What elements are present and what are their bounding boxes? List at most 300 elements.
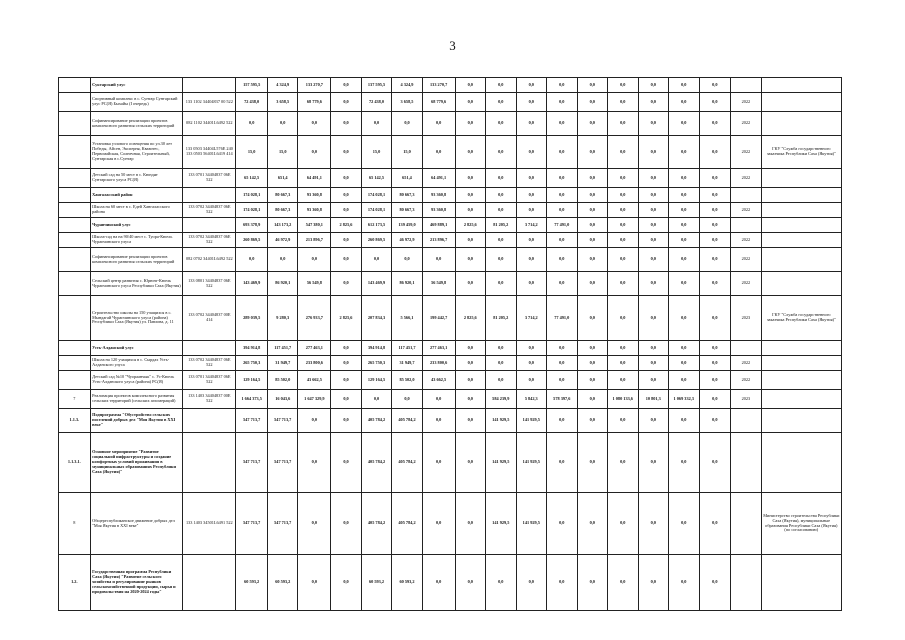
budget-code-cell: 133 0702 34404837 06Е 522 <box>183 203 236 218</box>
amount-cell: 16 043,6 <box>267 390 298 409</box>
amount-cell: 0,0 <box>516 93 547 112</box>
amount-cell: 3 658,5 <box>392 93 423 112</box>
amount-cell: 0,0 <box>392 112 423 136</box>
amount-cell: 31 949,7 <box>392 356 423 371</box>
amount-cell: 265 750,3 <box>236 356 268 371</box>
amount-cell: 0,0 <box>516 112 547 136</box>
organization-cell <box>761 169 841 188</box>
organization-cell <box>761 93 841 112</box>
amount-cell: 0,0 <box>577 93 608 112</box>
amount-cell: 0,0 <box>455 248 486 272</box>
organization-cell <box>761 248 841 272</box>
amount-cell: 0,0 <box>331 390 362 409</box>
amount-cell: 174 028,1 <box>361 188 392 203</box>
amount-cell: 65 142,5 <box>236 169 268 188</box>
organization-cell: Министерство строительства Республики Саха (Якутия), муниципальные образования Республики Саха (Якутия) (по согласованию) <box>761 493 841 555</box>
page-number: 3 <box>449 38 456 53</box>
amount-cell: 0,0 <box>392 248 423 272</box>
amount-cell: 0,0 <box>455 272 486 296</box>
amount-cell: 0,0 <box>638 555 669 611</box>
year-cell: 2022 <box>731 169 762 188</box>
amount-cell: 86 920,1 <box>267 272 298 296</box>
amount-cell: 0,0 <box>638 272 669 296</box>
amount-cell: 15,0 <box>361 136 392 169</box>
object-name-cell: Общереспубликанское движение добрых дел "Моя Якутия в XXI веке" <box>90 493 183 555</box>
amount-cell: 157 595,5 <box>236 78 268 93</box>
object-name-cell: Софинансирование реализации проектов комплексного развития сельских территорий <box>90 112 183 136</box>
object-name-cell: Детский сад на 50 мест в с. Кюндяе Сунтарского улуса РС(Я) <box>90 169 183 188</box>
amount-cell: 547 713,7 <box>267 409 298 433</box>
amount-cell: 0,0 <box>577 409 608 433</box>
amount-cell: 213 896,7 <box>298 233 331 248</box>
row-number-cell <box>59 272 91 296</box>
amount-cell: 141 929,5 <box>486 493 517 555</box>
amount-cell: 0,0 <box>669 112 700 136</box>
amount-cell: 0,0 <box>298 409 331 433</box>
amount-cell: 31 949,7 <box>267 356 298 371</box>
amount-cell: 0,0 <box>669 218 700 233</box>
amount-cell: 0,0 <box>361 390 392 409</box>
amount-cell: 0,0 <box>455 169 486 188</box>
amount-cell: 0,0 <box>516 272 547 296</box>
budget-code-cell: 133 1102 34404837 00 522 <box>183 93 236 112</box>
amount-cell: 0,0 <box>298 136 331 169</box>
amount-cell: 0,0 <box>669 493 700 555</box>
amount-cell: 174 028,1 <box>236 188 268 203</box>
table-row <box>59 203 842 218</box>
amount-cell: 0,0 <box>669 248 700 272</box>
amount-cell: 0,0 <box>331 169 362 188</box>
year-cell: 2022 <box>731 233 762 248</box>
organization-cell <box>761 203 841 218</box>
amount-cell: 143 469,9 <box>361 272 392 296</box>
amount-cell: 0,0 <box>486 341 517 356</box>
amount-cell: 129 164,5 <box>361 371 392 390</box>
amount-cell: 0,0 <box>608 341 639 356</box>
object-name-cell: Чурапчинский улус <box>90 218 183 233</box>
organization-cell: ГКУ "Служба государственного заказчика Республики Саха (Якутия)" <box>761 296 841 341</box>
object-name-cell: Реализация проектов комплексного развития сельских территорий (сельских агломераций) <box>90 390 183 409</box>
amount-cell: 0,0 <box>267 112 298 136</box>
amount-cell: 141 929,5 <box>516 493 547 555</box>
table-row <box>59 233 842 248</box>
amount-cell: 81 205,2 <box>486 296 517 341</box>
amount-cell: 0,0 <box>516 78 547 93</box>
amount-cell: 93 360,8 <box>422 188 455 203</box>
amount-cell: 0,0 <box>577 78 608 93</box>
amount-cell: 0,0 <box>577 136 608 169</box>
budget-code-cell <box>183 188 236 203</box>
budget-code-cell <box>183 78 236 93</box>
amount-cell: 0,0 <box>699 169 731 188</box>
row-number-cell <box>59 218 91 233</box>
amount-cell: 213 896,7 <box>422 233 455 248</box>
amount-cell: 0,0 <box>577 493 608 555</box>
amount-cell: 0,0 <box>298 248 331 272</box>
amount-cell: 0,0 <box>455 203 486 218</box>
year-cell: 2022 <box>731 248 762 272</box>
amount-cell: 405 784,2 <box>361 433 392 493</box>
amount-cell: 0,0 <box>331 93 362 112</box>
amount-cell: 0,0 <box>547 93 578 112</box>
amount-cell: 0,0 <box>331 112 362 136</box>
budget-code-cell: 133 0801 34404837 06Е 522 <box>183 272 236 296</box>
amount-cell: 141 929,5 <box>516 433 547 493</box>
amount-cell: 0,0 <box>486 136 517 169</box>
amount-cell: 0,0 <box>516 203 547 218</box>
object-name-cell: Государственная программа Республики Саха (Якутия) "Развитие сельского хозяйства и регулирование рынков сельскохозяйственной продукции, сырья и продовольствия на 2020-2024 годы" <box>90 555 183 611</box>
amount-cell: 2 825,6 <box>455 218 486 233</box>
amount-cell: 0,0 <box>669 356 700 371</box>
amount-cell: 0,0 <box>455 493 486 555</box>
amount-cell: 4 324,9 <box>267 78 298 93</box>
amount-cell: 0,0 <box>577 390 608 409</box>
amount-cell: 0,0 <box>422 248 455 272</box>
amount-cell: 0,0 <box>331 493 362 555</box>
amount-cell: 0,0 <box>547 248 578 272</box>
amount-cell: 0,0 <box>638 433 669 493</box>
budget-code-cell: 133 0701 34404837 06Е 522 <box>183 169 236 188</box>
amount-cell: 0,0 <box>331 433 362 493</box>
amount-cell: 0,0 <box>516 136 547 169</box>
amount-cell: 651,4 <box>392 169 423 188</box>
amount-cell: 141 929,5 <box>486 433 517 493</box>
amount-cell: 0,0 <box>455 93 486 112</box>
amount-cell: 0,0 <box>669 371 700 390</box>
amount-cell: 0,0 <box>331 233 362 248</box>
amount-cell: 469 889,1 <box>422 218 455 233</box>
amount-cell: 0,0 <box>422 409 455 433</box>
amount-cell: 143 469,9 <box>236 272 268 296</box>
amount-cell: 0,0 <box>486 356 517 371</box>
row-number-cell <box>59 112 91 136</box>
amount-cell: 0,0 <box>699 433 731 493</box>
amount-cell: 0,0 <box>455 390 486 409</box>
amount-cell: 0,0 <box>486 203 517 218</box>
amount-cell: 1 647 329,9 <box>298 390 331 409</box>
amount-cell: 0,0 <box>331 203 362 218</box>
table-row <box>59 433 842 493</box>
amount-cell: 0,0 <box>516 341 547 356</box>
amount-cell: 0,0 <box>516 371 547 390</box>
amount-cell: 0,0 <box>516 356 547 371</box>
amount-cell: 0,0 <box>547 78 578 93</box>
amount-cell: 0,0 <box>577 356 608 371</box>
amount-cell: 0,0 <box>331 371 362 390</box>
amount-cell: 2 825,6 <box>331 218 362 233</box>
amount-cell: 0,0 <box>361 248 392 272</box>
amount-cell: 0,0 <box>669 296 700 341</box>
budget-code-cell: 133 1403 34501L6491 522 <box>183 493 236 555</box>
object-name-cell: Школа на 60 мест в с. Едей Хангаласского района <box>90 203 183 218</box>
object-name-cell: Спортивный комплекс в с. Сунтар Сунтарский улус РС(Я) Быхайы (I очередь) <box>90 93 183 112</box>
amount-cell: 547 713,7 <box>236 409 268 433</box>
amount-cell: 0,0 <box>577 218 608 233</box>
amount-cell: 0,0 <box>608 112 639 136</box>
amount-cell: 0,0 <box>455 371 486 390</box>
amount-cell: 0,0 <box>699 233 731 248</box>
amount-cell: 56 549,8 <box>298 272 331 296</box>
amount-cell: 0,0 <box>577 188 608 203</box>
amount-cell: 0,0 <box>577 233 608 248</box>
table-row <box>59 272 842 296</box>
table-row <box>59 136 842 169</box>
amount-cell: 0,0 <box>608 136 639 169</box>
amount-cell: 86 920,1 <box>392 272 423 296</box>
amount-cell: 93 360,8 <box>422 203 455 218</box>
amount-cell: 0,0 <box>638 93 669 112</box>
organization-cell <box>761 433 841 493</box>
amount-cell: 0,0 <box>486 188 517 203</box>
amount-cell: 0,0 <box>577 112 608 136</box>
amount-cell: 277 463,1 <box>298 341 331 356</box>
amount-cell: 3 714,2 <box>516 296 547 341</box>
amount-cell: 0,0 <box>486 93 517 112</box>
row-number-cell <box>59 371 91 390</box>
amount-cell: 60 593,2 <box>361 555 392 611</box>
row-number-cell <box>59 169 91 188</box>
amount-cell: 0,0 <box>547 555 578 611</box>
amount-cell: 0,0 <box>455 78 486 93</box>
amount-cell: 0,0 <box>298 433 331 493</box>
amount-cell: 85 502,0 <box>267 371 298 390</box>
amount-cell: 0,0 <box>638 493 669 555</box>
amount-cell: 143 173,2 <box>267 218 298 233</box>
amount-cell: 68 779,6 <box>422 93 455 112</box>
table-row <box>59 93 842 112</box>
amount-cell: 0,0 <box>608 409 639 433</box>
budget-code-cell: 082 1102 34401L6492 522 <box>183 112 236 136</box>
amount-cell: 0,0 <box>608 296 639 341</box>
amount-cell: 141 929,5 <box>516 409 547 433</box>
amount-cell: 584 239,9 <box>486 390 517 409</box>
amount-cell: 547 380,1 <box>298 218 331 233</box>
amount-cell: 0,0 <box>608 93 639 112</box>
amount-cell: 0,0 <box>638 218 669 233</box>
amount-cell: 0,0 <box>486 112 517 136</box>
amount-cell: 117 451,7 <box>267 341 298 356</box>
organization-cell <box>761 218 841 233</box>
year-cell: 2022 <box>731 93 762 112</box>
table-row <box>59 409 842 433</box>
amount-cell: 0,0 <box>455 188 486 203</box>
amount-cell: 64 491,1 <box>298 169 331 188</box>
table-row <box>59 390 842 409</box>
object-name-cell: Усть-Алданский улус <box>90 341 183 356</box>
amount-cell: 0,0 <box>331 356 362 371</box>
amount-cell: 0,0 <box>516 248 547 272</box>
amount-cell: 0,0 <box>699 248 731 272</box>
amount-cell: 0,0 <box>516 169 547 188</box>
table-row <box>59 78 842 93</box>
amount-cell: 0,0 <box>638 371 669 390</box>
amount-cell: 289 039,5 <box>236 296 268 341</box>
object-name-cell: Сельский центр развития с. Юрюнг-Кюель Чурапчинского улуса Республики Саха (Якутия) <box>90 272 183 296</box>
amount-cell: 0,0 <box>699 371 731 390</box>
amount-cell: 0,0 <box>331 136 362 169</box>
object-name-cell: Школа на 120 учащихся в с. Сырдах Усть-Алданского улуса <box>90 356 183 371</box>
budget-code-cell: 133 0702 34404837 06Е 522 <box>183 233 236 248</box>
amount-cell: 233 800,6 <box>422 356 455 371</box>
amount-cell: 80 667,3 <box>267 203 298 218</box>
table-row <box>59 296 842 341</box>
amount-cell: 139 459,0 <box>392 218 423 233</box>
amount-cell: 0,0 <box>455 409 486 433</box>
amount-cell: 0,0 <box>422 493 455 555</box>
amount-cell: 85 502,0 <box>392 371 423 390</box>
amount-cell: 60 593,2 <box>392 555 423 611</box>
amount-cell: 0,0 <box>331 341 362 356</box>
amount-cell: 0,0 <box>669 203 700 218</box>
organization-cell <box>761 371 841 390</box>
organization-cell <box>761 555 841 611</box>
amount-cell: 0,0 <box>547 341 578 356</box>
amount-cell: 9 280,3 <box>267 296 298 341</box>
amount-cell: 133 270,7 <box>298 78 331 93</box>
amount-cell: 80 667,3 <box>392 203 423 218</box>
row-number-cell <box>59 248 91 272</box>
amount-cell: 0,0 <box>455 341 486 356</box>
amount-cell: 0,0 <box>577 433 608 493</box>
amount-cell: 0,0 <box>422 112 455 136</box>
organization-cell <box>761 341 841 356</box>
amount-cell: 0,0 <box>577 248 608 272</box>
amount-cell: 0,0 <box>577 371 608 390</box>
budget-code-cell <box>183 555 236 611</box>
amount-cell: 0,0 <box>455 112 486 136</box>
row-number-cell: 8 <box>59 493 91 555</box>
amount-cell: 0,0 <box>267 248 298 272</box>
organization-cell <box>761 409 841 433</box>
amount-cell: 265 750,3 <box>361 356 392 371</box>
amount-cell: 276 933,7 <box>298 296 331 341</box>
amount-cell: 0,0 <box>577 341 608 356</box>
amount-cell: 137 595,5 <box>361 78 392 93</box>
year-cell: 2022 <box>731 203 762 218</box>
year-cell: 2022 <box>731 356 762 371</box>
table-row <box>59 356 842 371</box>
object-name-cell: Детский сад №10 "Чуораанчык" с. Ус-Кюель Усть-Алданского улуса (района) РС(Я) <box>90 371 183 390</box>
year-cell <box>731 555 762 611</box>
budget-code-cell <box>183 409 236 433</box>
amount-cell: 0,0 <box>699 409 731 433</box>
amount-cell: 260 869,5 <box>236 233 268 248</box>
amount-cell: 394 914,8 <box>236 341 268 356</box>
amount-cell: 0,0 <box>455 433 486 493</box>
amount-cell: 405 784,2 <box>392 409 423 433</box>
row-number-cell <box>59 233 91 248</box>
amount-cell: 0,0 <box>699 356 731 371</box>
object-name-cell: Хангаласский район <box>90 188 183 203</box>
amount-cell: 0,0 <box>608 555 639 611</box>
amount-cell: 0,0 <box>422 433 455 493</box>
object-name-cell: Подпрограмма "Обустройство сельских поселений добрых дел "Моя Якутия в XXI веке" <box>90 409 183 433</box>
amount-cell: 0,0 <box>699 188 731 203</box>
amount-cell: 5 842,3 <box>516 390 547 409</box>
amount-cell: 260 869,5 <box>361 233 392 248</box>
amount-cell: 0,0 <box>699 555 731 611</box>
table-row <box>59 188 842 203</box>
row-number-cell <box>59 136 91 169</box>
amount-cell: 3 714,2 <box>516 218 547 233</box>
amount-cell: 2 825,6 <box>455 296 486 341</box>
amount-cell: 15,0 <box>236 136 268 169</box>
amount-cell: 1 069 332,3 <box>669 390 700 409</box>
amount-cell: 0,0 <box>638 78 669 93</box>
amount-cell: 0,0 <box>638 136 669 169</box>
amount-cell: 693 378,9 <box>236 218 268 233</box>
amount-cell: 0,0 <box>516 233 547 248</box>
year-cell: 2023 <box>731 390 762 409</box>
amount-cell: 0,0 <box>547 233 578 248</box>
amount-cell: 0,0 <box>608 272 639 296</box>
row-number-cell <box>59 188 91 203</box>
amount-cell: 0,0 <box>638 356 669 371</box>
year-cell: 2022 <box>731 136 762 169</box>
organization-cell <box>761 272 841 296</box>
amount-cell: 0,0 <box>486 555 517 611</box>
table-row <box>59 493 842 555</box>
amount-cell: 0,0 <box>331 188 362 203</box>
amount-cell: 0,0 <box>699 493 731 555</box>
year-cell <box>731 493 762 555</box>
year-cell <box>731 78 762 93</box>
row-number-cell: 1.1.3. <box>59 409 91 433</box>
amount-cell: 81 205,2 <box>486 218 517 233</box>
amount-cell: 0,0 <box>577 203 608 218</box>
amount-cell: 0,0 <box>638 203 669 218</box>
amount-cell: 77 491,0 <box>547 296 578 341</box>
year-cell <box>731 409 762 433</box>
amount-cell: 207 834,3 <box>361 296 392 341</box>
object-name-cell: Основное мероприятие "Развитие социальной инфраструктуры и создание комфортных условий проживания в муниципальных образованиях Республики Саха (Якутия)" <box>90 433 183 493</box>
row-number-cell <box>59 341 91 356</box>
amount-cell: 0,0 <box>331 555 362 611</box>
amount-cell: 394 914,8 <box>361 341 392 356</box>
amount-cell: 15,0 <box>267 136 298 169</box>
row-number-cell <box>59 78 91 93</box>
amount-cell: 547 713,7 <box>236 493 268 555</box>
amount-cell: 405 784,2 <box>361 409 392 433</box>
amount-cell: 405 784,2 <box>392 433 423 493</box>
amount-cell: 60 593,2 <box>267 555 298 611</box>
amount-cell: 0,0 <box>547 188 578 203</box>
amount-cell: 0,0 <box>608 371 639 390</box>
amount-cell: 0,0 <box>486 233 517 248</box>
amount-cell: 0,0 <box>547 272 578 296</box>
amount-cell: 0,0 <box>331 409 362 433</box>
amount-cell: 0,0 <box>486 169 517 188</box>
table-row <box>59 169 842 188</box>
amount-cell: 0,0 <box>422 555 455 611</box>
amount-cell: 0,0 <box>699 78 731 93</box>
table-row <box>59 218 842 233</box>
amount-cell: 46 972,9 <box>267 233 298 248</box>
amount-cell: 0,0 <box>422 390 455 409</box>
amount-cell: 80 667,3 <box>392 188 423 203</box>
amount-cell: 0,0 <box>699 341 731 356</box>
year-cell <box>731 218 762 233</box>
amount-cell: 0,0 <box>638 188 669 203</box>
amount-cell: 0,0 <box>547 433 578 493</box>
amount-cell: 0,0 <box>669 341 700 356</box>
amount-cell: 0,0 <box>361 112 392 136</box>
amount-cell: 0,0 <box>608 233 639 248</box>
amount-cell: 0,0 <box>669 188 700 203</box>
amount-cell: 141 929,5 <box>486 409 517 433</box>
organization-cell <box>761 188 841 203</box>
amount-cell: 68 779,6 <box>298 93 331 112</box>
